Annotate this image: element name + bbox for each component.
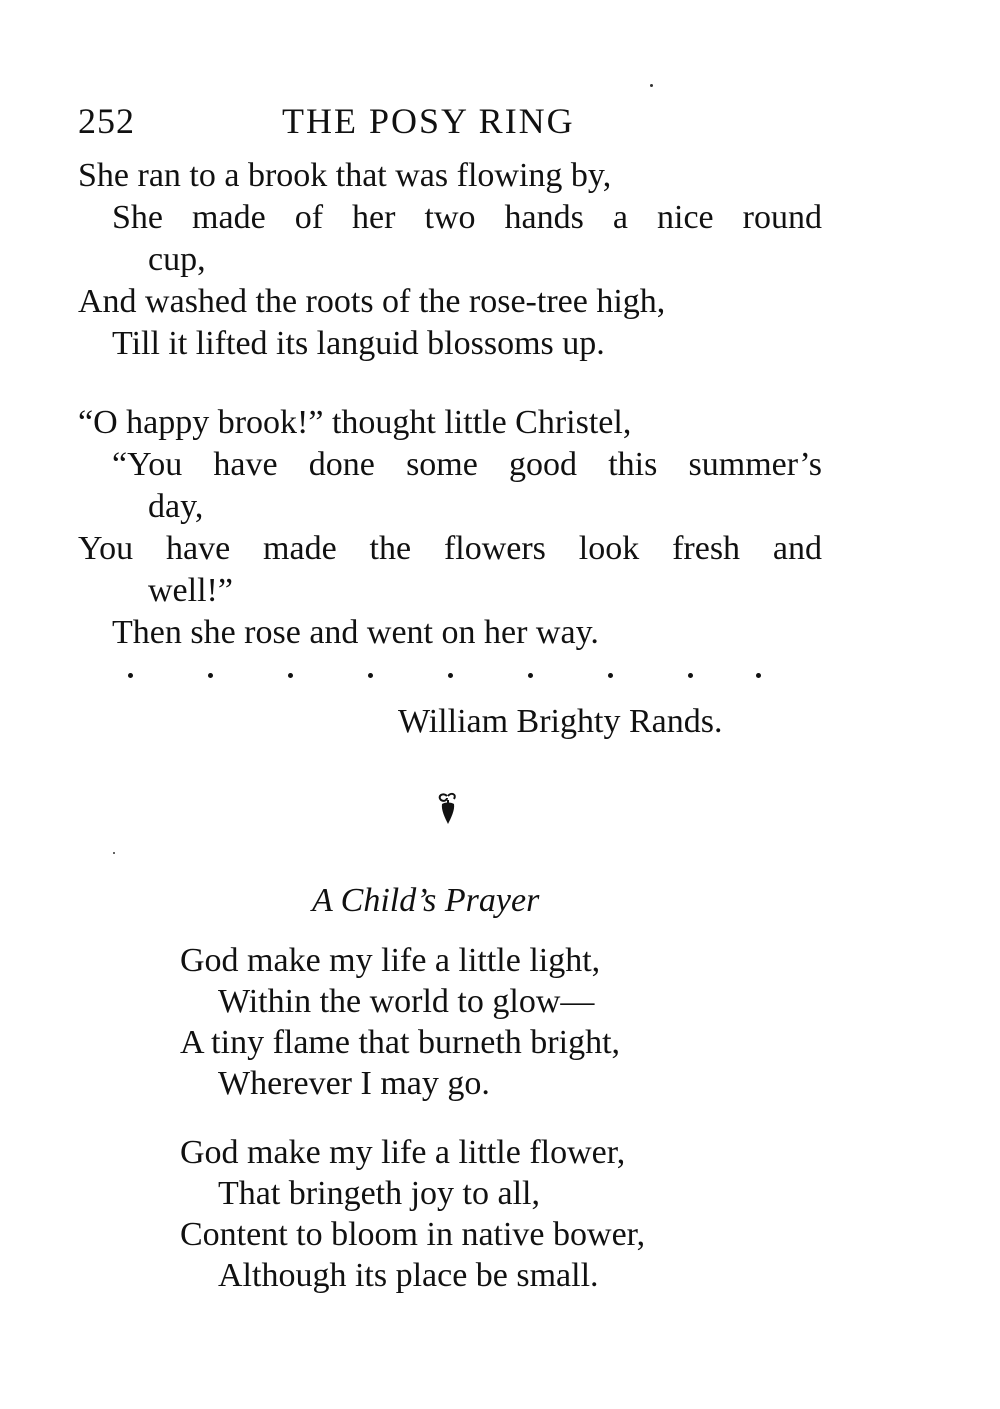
poem-line: That bringeth joy to all, [218,1175,540,1212]
poem-line: day, [148,488,204,525]
poem-line: well!” [148,572,233,609]
poem-line: Till it lifted its languid blossoms up. [112,325,605,362]
poem-line: cup, [148,241,206,278]
poem-line: Although its place be small. [218,1257,599,1294]
poem-line: Wherever I may go. [218,1065,490,1102]
poem-line: Then she rose and went on her way. [112,614,599,651]
poem-line: Content to bloom in native bower, [180,1216,646,1253]
poem-line: Within the world to glow— [218,983,595,1020]
dot [688,673,693,678]
dot [288,673,293,678]
poem-line: You have made the flowers look fresh and [78,530,822,567]
dot [756,673,761,678]
poem-title: A Child’s Prayer [312,882,540,919]
dot [528,673,533,678]
poem-line: A tiny flame that burneth bright, [180,1024,621,1061]
dot [368,673,373,678]
poem-line: God make my life a little flower, [180,1134,626,1171]
poem-line: She ran to a brook that was flowing by, [78,157,612,194]
poem-line: She made of her two hands a nice round [112,199,822,236]
poem-line: “You have done some good this summer’s [112,446,822,483]
dot [128,673,133,678]
page-number: 252 [78,101,135,141]
poem-line: And washed the roots of the rose-tree high, [78,283,666,320]
poem-author: William Brighty Rands. [398,703,723,740]
scan-speck [650,84,653,87]
dot [208,673,213,678]
dot [448,673,453,678]
ellipsis-dots [128,665,768,685]
dot [608,673,613,678]
poem-line: God make my life a little light, [180,942,601,979]
floral-ornament-icon [433,790,463,830]
poem-line: “O happy brook!” thought little Christel, [78,404,632,441]
scan-speck [113,852,115,854]
running-title: THE POSY RING [282,101,575,141]
